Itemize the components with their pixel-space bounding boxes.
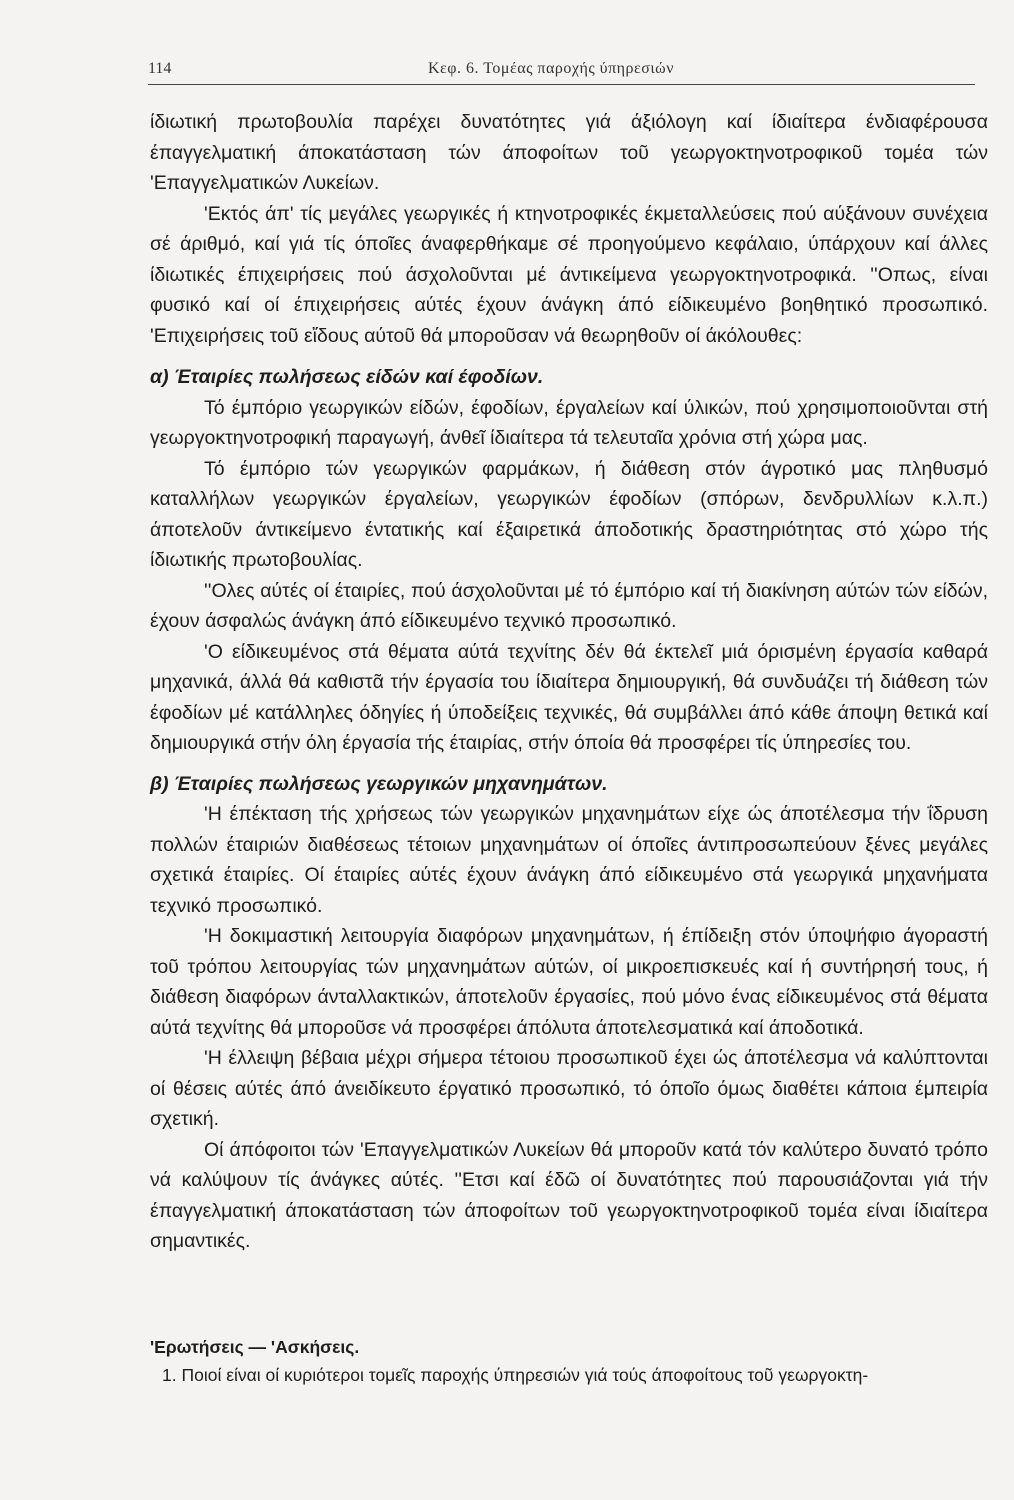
- main-text: [150, 107, 988, 1257]
- paragraph: Οί άπόφοιτοι τών 'Επαγγελματικών Λυκείων θά μποροῦν κατά τόν καλύτερο δυνατό τρόπο νά καλύψουν τίς άνάγκες αύτές. ''Ετσι καί έδῶ οί δυνατότητες πού παρουσιάζονται γιά τήν έπαγγελματική άποκατάσταση τών άποφοίτων τοῦ γεωργοκτηνοτροφικοῦ τομέα είναι ίδιαίτερα σημαντικές.: [150, 1138, 988, 1252]
- exercise-item: 1. Ποιοί είναι οί κυριότεροι τομεῖς παροχής ύπηρεσιών γιά τούς άποφοίτους τοῦ γεωργοκτη-: [162, 1365, 869, 1385]
- exercises-title: 'Ερωτήσεις — 'Ασκήσεις.: [150, 1337, 360, 1357]
- page-number: 114: [148, 60, 172, 77]
- exercises-section: [150, 1333, 988, 1389]
- section-heading-b: β) Έταιρίες πωλήσεως γεωργικών μηχανημάτων.: [150, 772, 608, 795]
- paragraph: 'Η έπέκταση τής χρήσεως τών γεωργικών μηχανημάτων είχε ώς άποτέλεσμα τήν ΐδρυση πολλών έταιριών διαθέσεως τέτοιων μηχανημάτων οί όποῖες άντιπροσωπεύουν ξένες μεγάλες σχετικά έταιρίες. Οί έταιρίες αύτές έχουν άνάγκη άπό είδικευμένο στά γεωργικά μηχανήματα τεχνικό προσωπικό.: [150, 803, 988, 917]
- paragraph: 'Η δοκιμαστική λειτουργία διαφόρων μηχανημάτων, ή έπίδειξη στόν ύποψήφιο άγοραστή τοῦ τρόπου λειτουργίας τών μηχανημάτων αύτών, οί μικροεπισκευές καί ή συντήρησή τους, ή διάθεση διαφόρων άνταλλακτικών, άποτελοῦν έργασίες, πού μόνο ένας είδικευμένος στά θέματα αύτά τεχνίτης θά μποροῦσε νά προσφέρει άπόλυτα άποτελεσματικά καί άποδοτικά.: [150, 925, 988, 1039]
- paragraph: Τό έμπόριο τών γεωργικών φαρμάκων, ή διάθεση στόν άγροτικό μας πληθυσμό καταλλήλων γεωργικών έργαλείων, γεωργικών έφοδίων (σπόρων, δενδρυλλίων κ.λ.π.) άποτελοῦν άντικείμενο έντατικής καί έξαιρετικά άποδοτικής δραστηριότητας στό χώρο τής ίδιωτικής πρωτοβουλίας.: [150, 457, 988, 571]
- chapter-title: Κεφ. 6. Τομέας παροχής ύπηρεσιών: [428, 60, 674, 77]
- paragraph: 'Η έλλειψη βέβαια μέχρι σήμερα τέτοιου προσωπικοῦ έχει ώς άποτέλεσμα νά καλύπτονται οί θέσεις αύτές άπό άνειδίκευτο έργατικό προσωπικό, τό όποῖο όμως διαθέτει κάποια έμπειρία σχετική.: [150, 1047, 988, 1130]
- running-header: [148, 60, 975, 86]
- paragraph: 'Εκτός άπ' τίς μεγάλες γεωργικές ή κτηνοτροφικές έκμεταλλεύσεις πού αύξάνουν συνέχεια σέ άριθμό, καί γιά τίς όποῖες άναφερθήκαμε σέ προηγούμενο κεφάλαιο, ύπάρχουν καί άλλες ίδιωτικές έπιχειρήσεις πού άσχολοῦνται μέ άντικείμενα γεωργοκτηνοτροφικά. ''Οπως, είναι φυσικό καί οί έπιχειρήσεις αύτές έχουν άνάγκη άπό είδικευμένο βοηθητικό προσωπικό. 'Επιχειρήσεις τοῦ εἴδους αύτοῦ θά μποροῦσαν νά θεωρηθοῦν οί άκόλουθες:: [150, 202, 988, 347]
- header-divider: [148, 84, 975, 85]
- paragraph: 'Ο είδικευμένος στά θέματα αύτά τεχνίτης δέν θά έκτελεῖ μιά όρισμένη έργασία καθαρά μηχανικά, άλλά θά καθιστᾶ τήν έργασία του ίδιαίτερα δημιουργική, θά συνδυάζει τή διάθεση τών έφοδίων μέ κατάλληλες όδηγίες ή ύποδείξεις τεχνικές, θά συμβάλλει άπό κάθε άποψη θετικά καί δημιουργικά στήν όλη έργασία τής έταιρίας, στήν όποία θά προσφέρει τίς ύπηρεσίες του.: [150, 640, 988, 754]
- section-heading-a: α) Έταιρίες πωλήσεως είδών καί έφοδίων.: [150, 366, 544, 388]
- paragraph: Τό έμπόριο γεωργικών είδών, έφοδίων, έργαλείων καί ύλικών, πού χρησιμοποιοῦνται στή γεωργοκτηνοτροφική παραγωγή, άνθεῖ ίδιαίτερα τά τελευταῖα χρόνια στή χώρα μας.: [150, 396, 988, 449]
- paragraph-continuation: ίδιωτική πρωτοβουλία παρέχει δυνατότητες γιά άξιόλογη καί ίδιαίτερα ένδιαφέρουσα έπαγγελματική άποκατάσταση τών άποφοίτων τοῦ γεωργοκτηνοτροφικοῦ τομέα τών 'Επαγγελματικών Λυκείων.: [150, 111, 988, 194]
- paragraph: ''Ολες αύτές οί έταιρίες, πού άσχολοῦνται μέ τό έμπόριο καί τή διακίνηση αύτών τών είδών, έχουν άσφαλώς άνάγκη άπό είδικευμένο τεχνικό προσωπικό.: [150, 579, 988, 632]
